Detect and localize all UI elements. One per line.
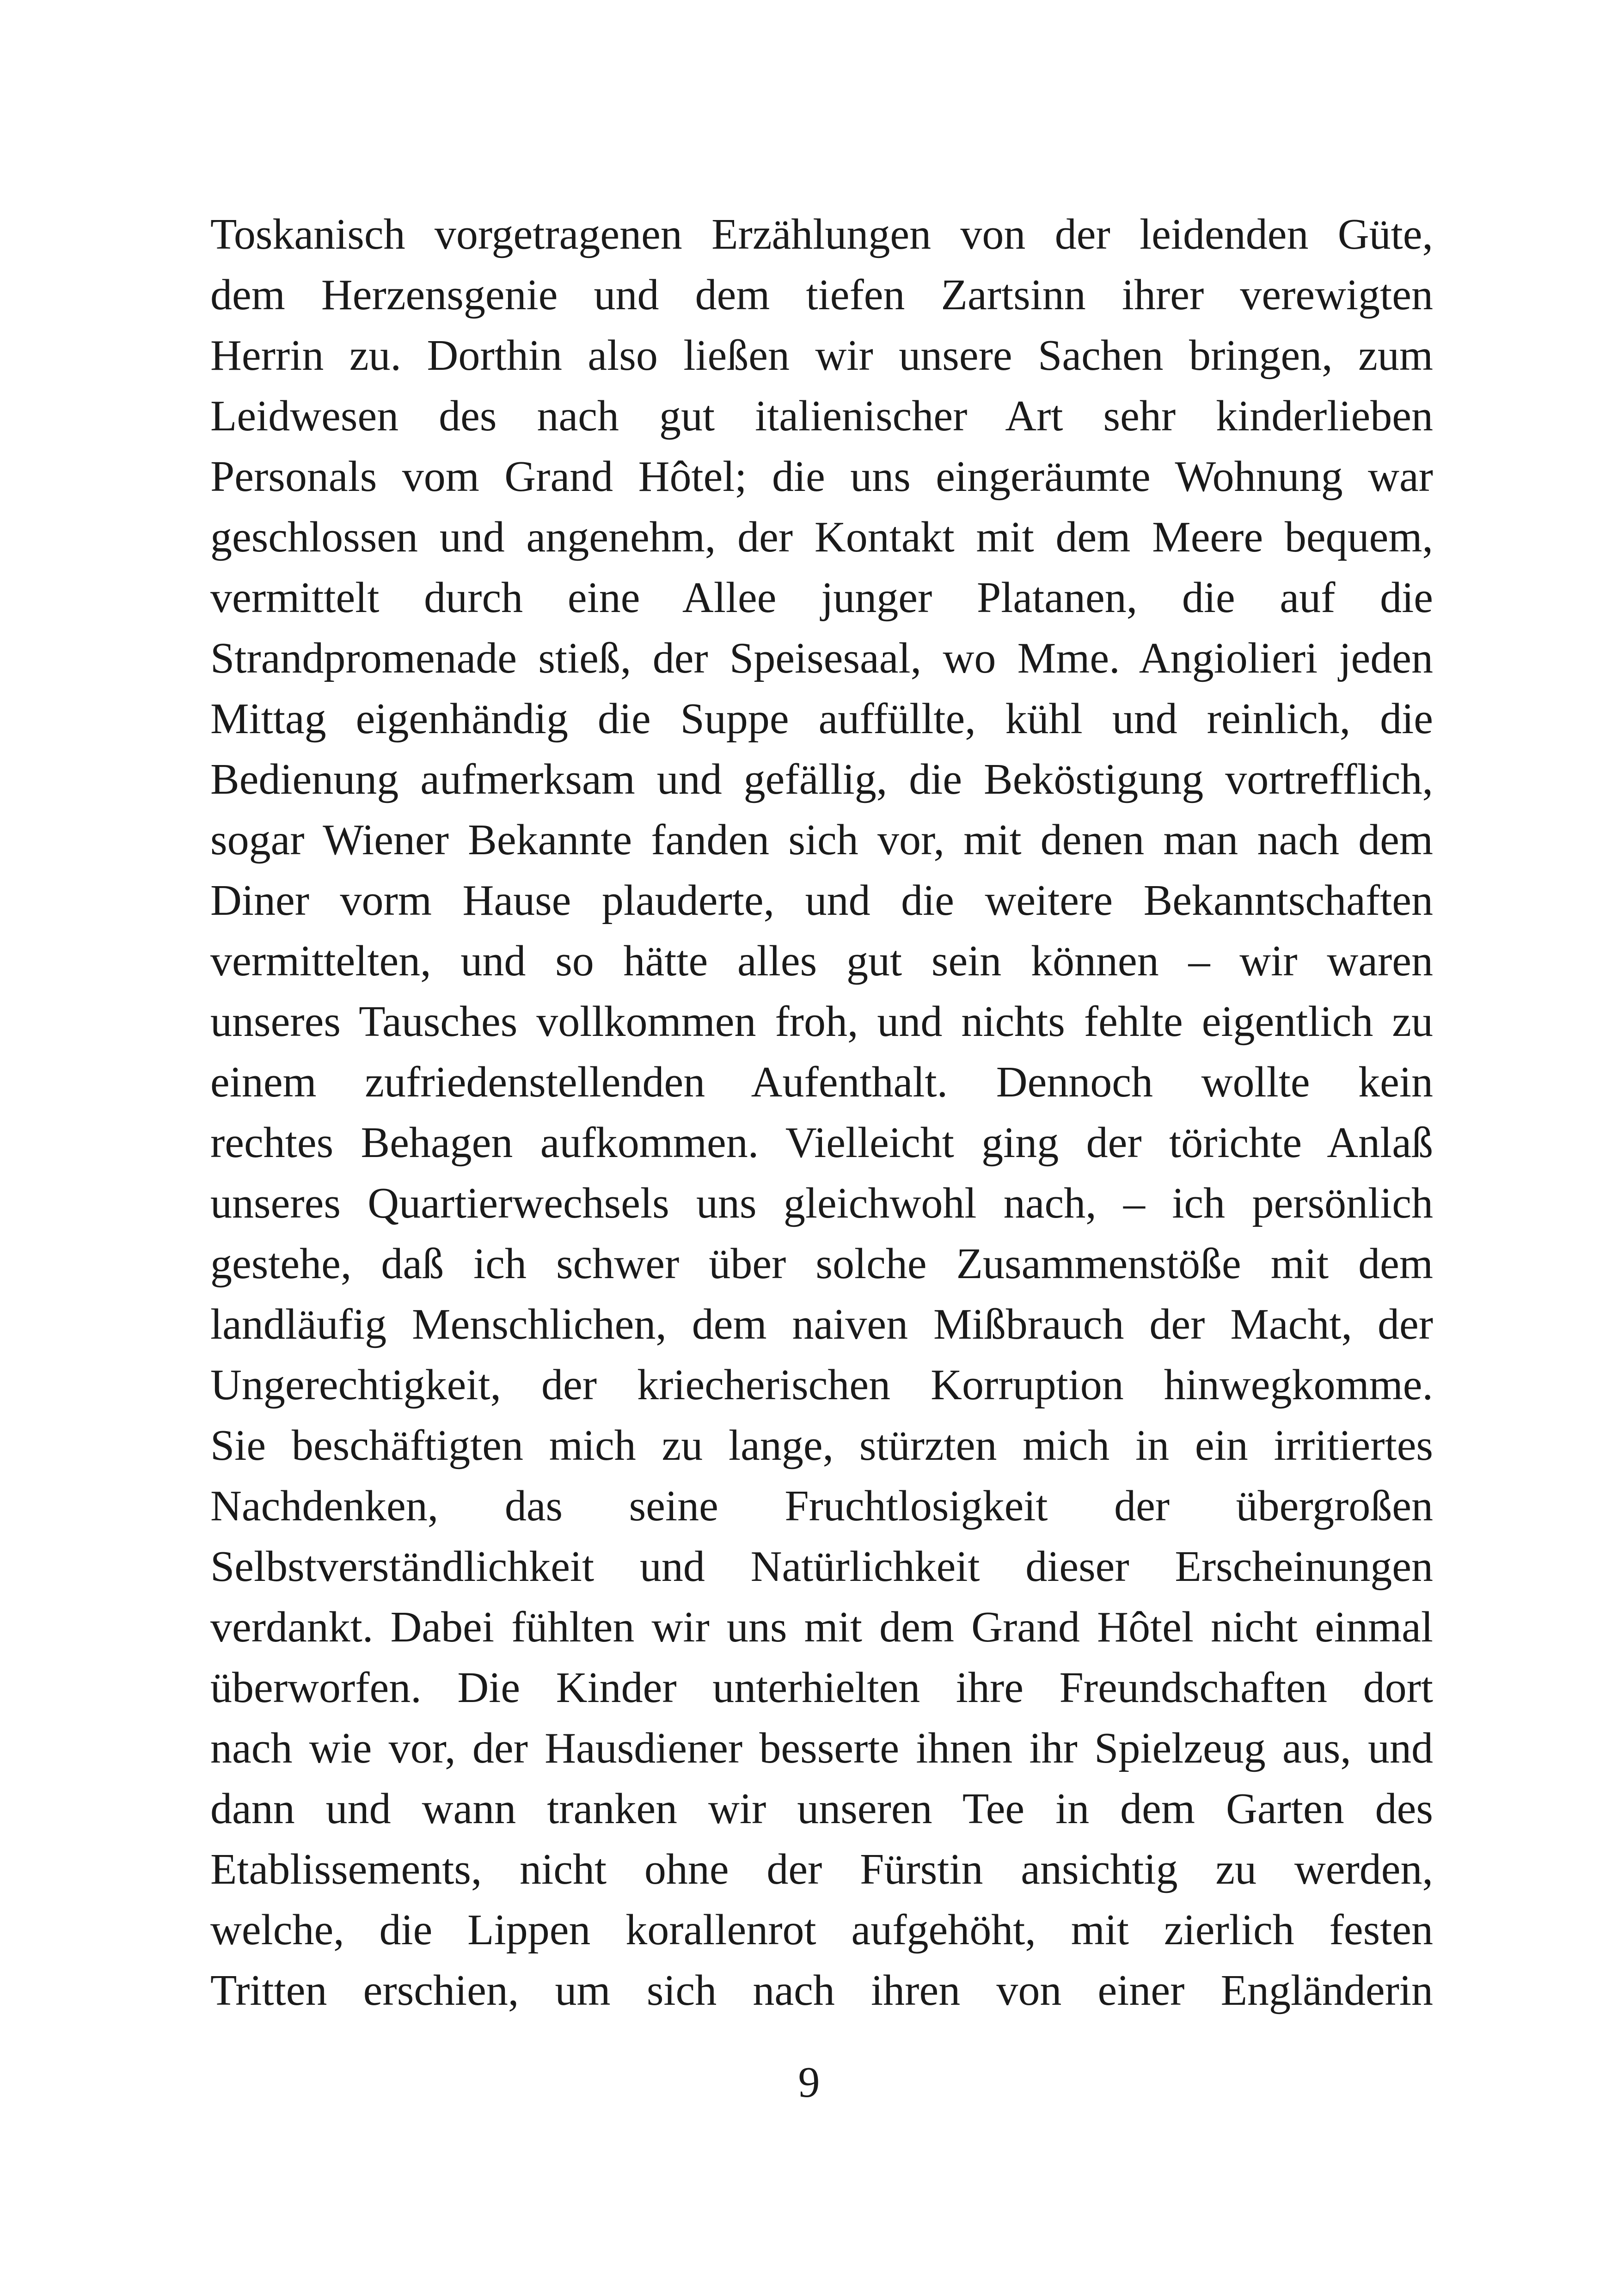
text-line: Tritten erschien, um sich nach ihren von einer Engländerin — [210, 1966, 1433, 2014]
text-line: Toskanisch vorgetragenen Erzählungen von der leidenden Güte, — [210, 210, 1433, 258]
text-line: Selbstverständlichkeit und Natürlichkeit dieser Erscheinungen — [210, 1543, 1433, 1591]
text-line: geschlossen und angenehm, der Kontakt mit dem Meere bequem, — [210, 513, 1433, 561]
text-line: landläufig Menschlichen, dem naiven Mißbrauch der Macht, der — [210, 1300, 1433, 1348]
text-line: dann und wann tranken wir unseren Tee in dem Garten des — [210, 1785, 1433, 1833]
text-line: gestehe, daß ich schwer über solche Zusammenstöße mit dem — [210, 1240, 1433, 1288]
text-line: rechtes Behagen aufkommen. Vielleicht ging der törichte Anlaß — [210, 1119, 1433, 1167]
body-text — [210, 204, 1433, 2021]
text-line: überworfen. Die Kinder unterhielten ihre Freundschaften dort — [210, 1664, 1433, 1712]
page-number: 9 — [798, 2058, 820, 2106]
text-line: unseres Quartierwechsels uns gleichwohl nach, – ich persönlich — [210, 1179, 1433, 1227]
text-line: Personals vom Grand Hôtel; die uns eingeräumte Wohnung war — [210, 453, 1433, 501]
text-line: Strandpromenade stieß, der Speisesaal, wo Mme. Angiolieri jeden — [210, 634, 1433, 682]
text-line: dem Herzensgenie und dem tiefen Zartsinn ihrer verewigten — [210, 271, 1433, 319]
text-line: Leidwesen des nach gut italienischer Art sehr kinderlieben — [210, 392, 1433, 440]
text-line: vermittelten, und so hätte alles gut sein können – wir waren — [210, 937, 1433, 985]
text-line: Sie beschäftigten mich zu lange, stürzten mich in ein irritiertes — [210, 1421, 1433, 1469]
text-line: Etablissements, nicht ohne der Fürstin ansichtig zu werden, — [210, 1845, 1433, 1893]
text-line: Herrin zu. Dorthin also ließen wir unsere Sachen bringen, zum — [210, 331, 1433, 380]
text-line: nach wie vor, der Hausdiener besserte ihnen ihr Spielzeug aus, und — [210, 1724, 1433, 1772]
text-line: Nachdenken, das seine Fruchtlosigkeit der übergroßen — [210, 1482, 1433, 1530]
text-line: vermittelt durch eine Allee junger Platanen, die auf die — [210, 574, 1433, 622]
text-line: unseres Tausches vollkommen froh, und nichts fehlte eigentlich zu — [210, 998, 1433, 1046]
text-line: welche, die Lippen korallenrot aufgehöht, mit zierlich festen — [210, 1906, 1433, 1954]
text-line: Diner vorm Hause plauderte, und die weitere Bekanntschaften — [210, 876, 1433, 925]
text-line: sogar Wiener Bekannte fanden sich vor, mit denen man nach dem — [210, 816, 1433, 864]
text-line: Mittag eigenhändig die Suppe auffüllte, kühl und reinlich, die — [210, 695, 1433, 743]
text-line: Ungerechtigkeit, der kriecherischen Korruption hinwegkomme. — [210, 1361, 1433, 1409]
text-line: einem zufriedenstellenden Aufenthalt. Dennoch wollte kein — [210, 1058, 1433, 1106]
text-line: Bedienung aufmerksam und gefällig, die Beköstigung vortrefflich, — [210, 755, 1433, 803]
text-line: verdankt. Dabei fühlten wir uns mit dem Grand Hôtel nicht einmal — [210, 1603, 1433, 1651]
